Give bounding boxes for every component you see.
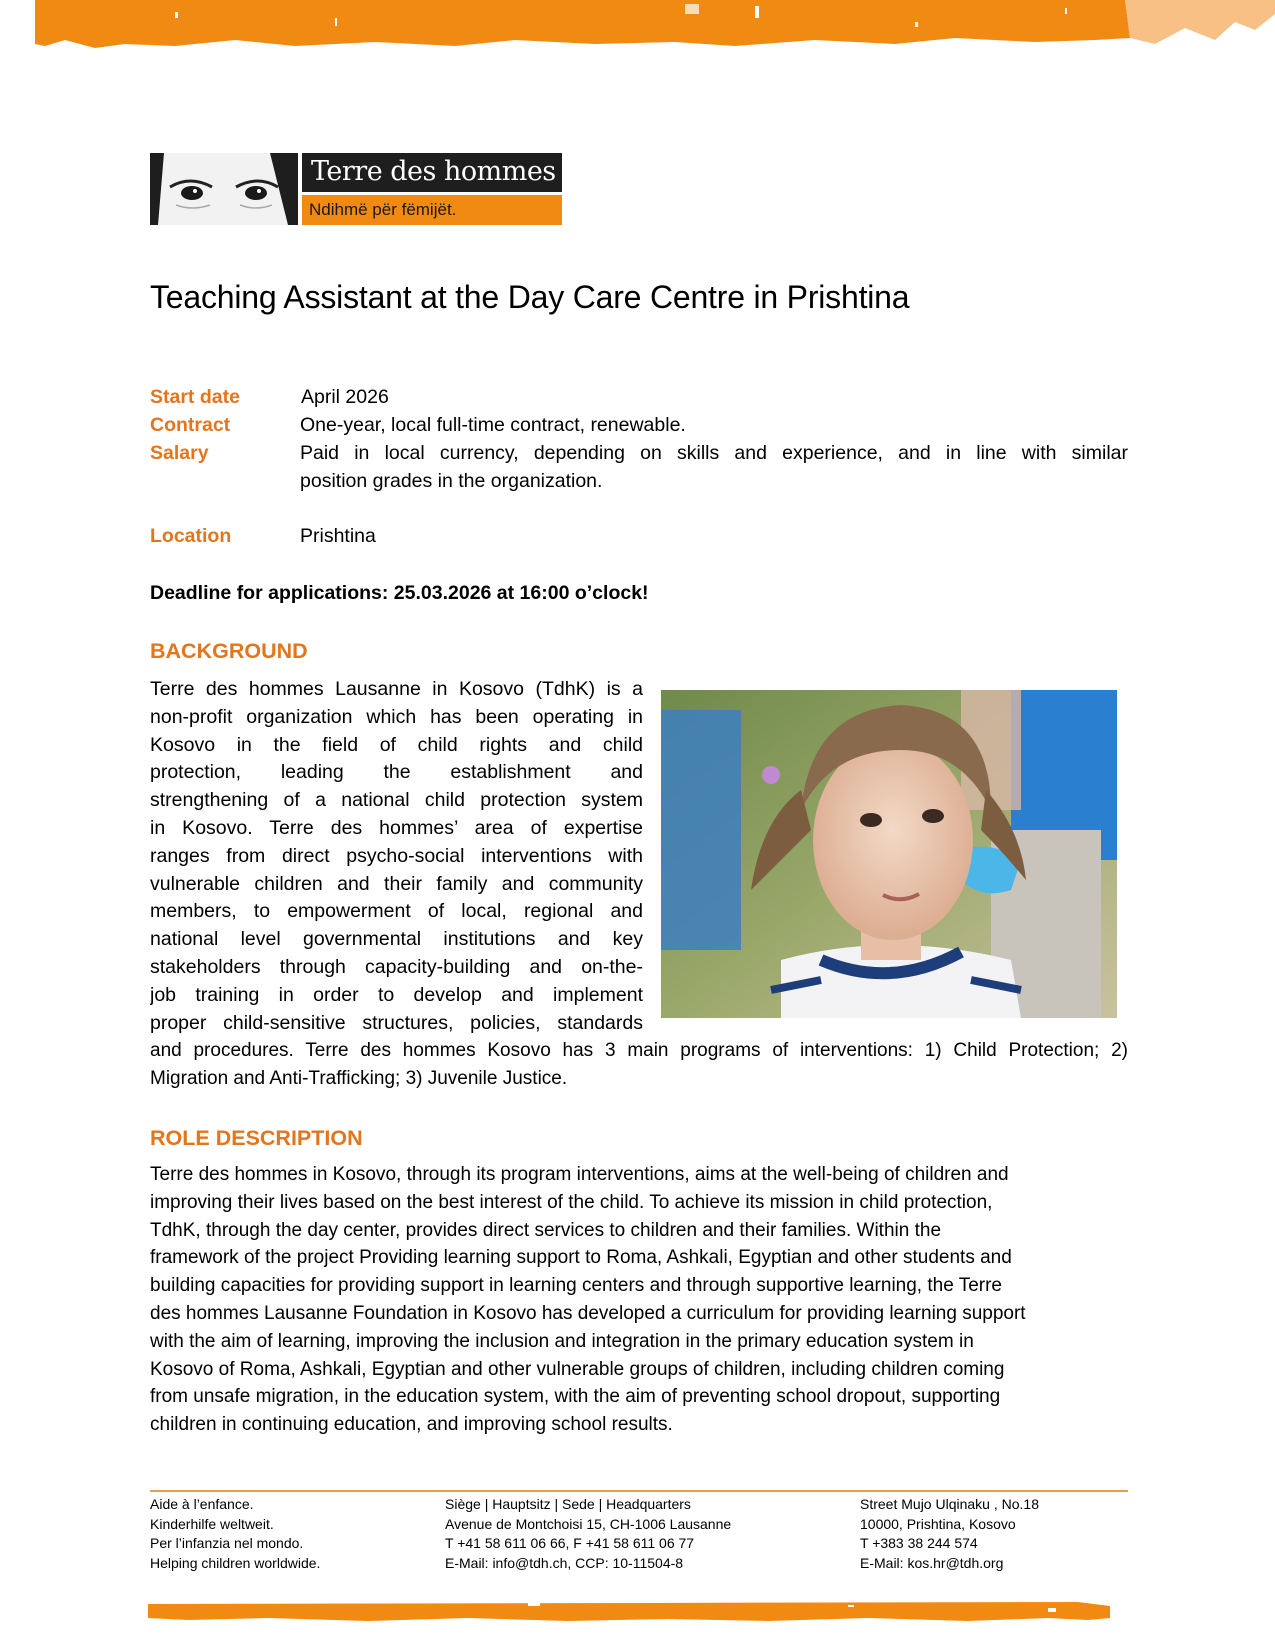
background-line: protection, leading the establishment and [150, 761, 643, 784]
tdh-logo [150, 153, 562, 225]
role-line: Kosovo of Roma, Ashkali, Egyptian and other vulnerable groups of children, including children coming [150, 1358, 1005, 1380]
start-date-value: April 2026 [301, 386, 389, 408]
role-line: from unsafe migration, in the education system, with the aim of preventing school dropout, supporting [150, 1386, 1001, 1408]
background-line: members, to empowerment of local, regional and [150, 900, 643, 923]
footer-kosovo-office [860, 1495, 1039, 1573]
role-description-heading: ROLE DESCRIPTION [150, 1126, 363, 1150]
background-line: Kosovo in the field of child rights and child [150, 733, 643, 756]
footer-tagline-de: Kinderhilfe weltweit. [150, 1515, 274, 1532]
background-line: in Kosovo. Terre des hommes’ area of expertise [150, 816, 643, 839]
role-line: framework of the project Providing learning support to Roma, Ashkali, Egyptian and other students and [150, 1247, 1012, 1269]
role-description-paragraph [150, 1161, 1128, 1439]
role-line: Terre des hommes in Kosovo, through its program interventions, aims at the well-being of children and [150, 1164, 1009, 1185]
background-paragraph-continued [150, 1037, 1128, 1093]
contract-label: Contract [150, 414, 231, 436]
background-heading: BACKGROUND [150, 639, 308, 663]
role-line: improving their lives based on the best interest of the child. To achieve its mission in child protection, [150, 1191, 993, 1213]
page-title: Teaching Assistant at the Day Care Centre in Prishtina [150, 279, 910, 315]
footer-hq-title: Siège | Hauptsitz | Sede | Headquarters [445, 1496, 691, 1512]
salary-value-line: Paid in local currency, depending on skills and experience, and in line with similar [300, 442, 1128, 464]
background-paragraph [150, 676, 643, 1037]
contract-value: One-year, local full-time contract, renewable. [300, 414, 686, 436]
background-line: non-profit organization which has been operating in [150, 705, 643, 728]
background-line: Terre des hommes Lausanne in Kosovo (TdhK) is a [150, 678, 643, 700]
start-date-label: Start date [150, 386, 240, 408]
background-line: stakeholders through capacity-building and on-the- [150, 955, 643, 978]
footer-tagline-fr: Aide à l’enfance. [150, 1496, 254, 1512]
header-brush-decoration [35, 0, 1275, 48]
footer-headquarters [445, 1495, 731, 1573]
role-line: with the aim of learning, improving the inclusion and integration in the primary education system in [150, 1330, 974, 1352]
footer-kosovo-email[interactable]: E-Mail: kos.hr@tdh.org [860, 1554, 1004, 1571]
location-value: Prishtina [300, 525, 376, 547]
background-line: ranges from direct psycho-social interventions with [150, 844, 643, 867]
logo-name: Terre des hommes [302, 153, 562, 192]
footer-kosovo-city: 10000, Prishtina, Kosovo [860, 1515, 1016, 1532]
footer-kosovo-street: Street Mujo Ulqinaku , No.18 [860, 1496, 1039, 1512]
background-line: proper child-sensitive structures, policies, standards [150, 1011, 643, 1034]
application-deadline: Deadline for applications: 25.03.2026 at 16:00 o’clock! [150, 582, 649, 604]
logo-tagline: Ndihmë për fëmijët. [302, 195, 562, 225]
background-line: job training in order to develop and implement [150, 983, 643, 1006]
logo-eyes-image [150, 153, 298, 225]
footer-brush-decoration [148, 1602, 1110, 1622]
role-line: building capacities for providing support in learning centers and through supportive learning, the Terre [150, 1275, 1003, 1297]
footer-tagline-it: Per l’infanzia nel mondo. [150, 1535, 304, 1551]
background-line: and procedures. Terre des hommes Kosovo has 3 main programs of interventions: 1) Child Protection; 2) [150, 1040, 1128, 1061]
footer-taglines [150, 1495, 320, 1573]
salary-label: Salary [150, 442, 209, 464]
footer-tagline-en: Helping children worldwide. [150, 1554, 321, 1571]
background-line: strengthening of a national child protection system [150, 789, 643, 812]
background-line: Migration and Anti-Trafficking; 3) Juvenile Justice. [150, 1067, 568, 1089]
footer-hq-email[interactable]: E-Mail: info@tdh.ch, CCP: 10-11504-8 [445, 1554, 684, 1571]
footer-hq-phone: T +41 58 611 06 66, F +41 58 611 06 77 [445, 1535, 695, 1551]
role-line: des hommes Lausanne Foundation in Kosovo has developed a curriculum for providing learning support [150, 1302, 1026, 1324]
footer-divider [150, 1490, 1128, 1492]
background-line: national level governmental institutions and key [150, 928, 643, 951]
footer-kosovo-phone: T +383 38 244 574 [860, 1535, 978, 1551]
role-line: TdhK, through the day center, provides direct services to children and their families. Within the [150, 1219, 942, 1241]
role-line: children in continuing education, and improving school results. [150, 1414, 673, 1436]
footer-hq-address: Avenue de Montchoisi 15, CH-1006 Lausanne [445, 1515, 732, 1532]
child-photo [661, 690, 1117, 1018]
salary-value-line: position grades in the organization. [300, 470, 603, 492]
location-label: Location [150, 525, 232, 547]
background-line: vulnerable children and their family and community [150, 872, 643, 895]
